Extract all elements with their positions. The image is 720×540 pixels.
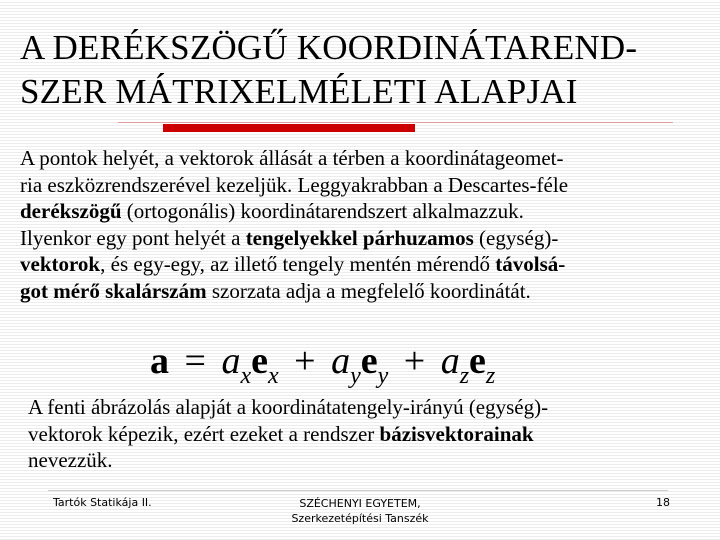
formula-coef-y: a xyxy=(331,340,351,382)
paragraph-1-line-6 xyxy=(20,278,705,305)
formula-unit-y: e xyxy=(360,340,378,382)
paragraph-1-line-5-text: , és egy-egy, az illető tengely mentén mérendő xyxy=(100,252,496,276)
paragraph-2-line-1: A fenti ábrázolás alapját a koordinátatengely-irányú (egység)- xyxy=(28,395,549,419)
paragraph-1-line-1: A pontok helyét, a vektorok állását a térben a koordinátageomet- xyxy=(20,146,564,170)
paragraph-1-line-3 xyxy=(20,198,705,225)
paragraph-1-line-3-text: (ortogonális) koordinátarendszert alkalmazzuk. xyxy=(121,199,524,223)
vector-formula xyxy=(150,338,570,388)
paragraph-1 xyxy=(20,145,705,304)
formula-sub-coef-z: z xyxy=(459,363,470,389)
footer-institution-line-2: Szerkezetépítési Tanszék xyxy=(291,512,429,525)
slide-title-line-1: A DERÉKSZÖGŰ KOORDINÁTAREND- xyxy=(20,28,638,67)
paragraph-2-line-2 xyxy=(28,421,708,448)
title-underline-rule xyxy=(118,122,673,123)
formula-sub-unit-x: x xyxy=(267,363,279,389)
slide-footer xyxy=(0,490,720,530)
title-accent-bar xyxy=(163,124,415,132)
bold-term-bazisvektorainak: bázisvektorainak xyxy=(379,421,534,446)
footer-institution xyxy=(270,496,450,526)
paragraph-2-line-2-text: vektorok képezik, ezért ezeket a rendszer xyxy=(28,421,380,446)
footer-course-title: Tartók Statikája II. xyxy=(53,496,152,509)
formula-sub-coef-x: x xyxy=(240,363,252,389)
formula-plus-2: + xyxy=(403,340,426,382)
formula-sub-coef-y: y xyxy=(350,363,361,389)
formula-coef-x: a xyxy=(221,340,241,382)
paragraph-2 xyxy=(28,394,708,474)
footer-institution-line-1: SZÉCHENYI EGYETEM, xyxy=(299,497,421,510)
slide-title-line-2: SZER MÁTRIXELMÉLETI ALAPJAI xyxy=(20,72,578,111)
footer-page-number: 18 xyxy=(656,496,670,509)
paragraph-1-line-5 xyxy=(20,251,705,278)
bold-term-vektorok: vektorok xyxy=(20,252,101,276)
bold-term-skalarszam: got mérő skalárszám xyxy=(20,278,207,303)
paragraph-2-line-3: nevezzük. xyxy=(28,448,113,472)
formula-equals: = xyxy=(184,340,206,382)
formula-sub-unit-y: y xyxy=(377,363,389,389)
formula-unit-z: e xyxy=(469,340,486,382)
paragraph-1-line-4-rest: (egység)- xyxy=(473,225,559,250)
bold-term-tavolsa: távolsá- xyxy=(495,252,566,276)
bold-term-tengelyekkel: tengelyekkel párhuzamos xyxy=(245,225,474,250)
bold-term-derekszogu: derékszögű xyxy=(20,199,122,223)
formula-plus-1: + xyxy=(294,340,316,382)
paragraph-1-line-4 xyxy=(20,225,705,252)
formula-coef-z: a xyxy=(440,340,460,382)
paragraph-1-line-4-text: Ilyenkor egy pont helyét a xyxy=(20,225,246,250)
paragraph-1-line-6-text: szorzata adja a megfelelő koordinátát. xyxy=(206,278,531,303)
slide-title xyxy=(20,26,710,114)
formula-unit-x: e xyxy=(251,340,268,382)
footer-rule xyxy=(48,490,668,491)
formula-sub-unit-z: z xyxy=(485,363,496,389)
formula-vector-a: a xyxy=(150,340,169,382)
paragraph-1-line-2: ria eszközrendszerével kezeljük. Leggyakrabban a Descartes-féle xyxy=(20,172,569,197)
